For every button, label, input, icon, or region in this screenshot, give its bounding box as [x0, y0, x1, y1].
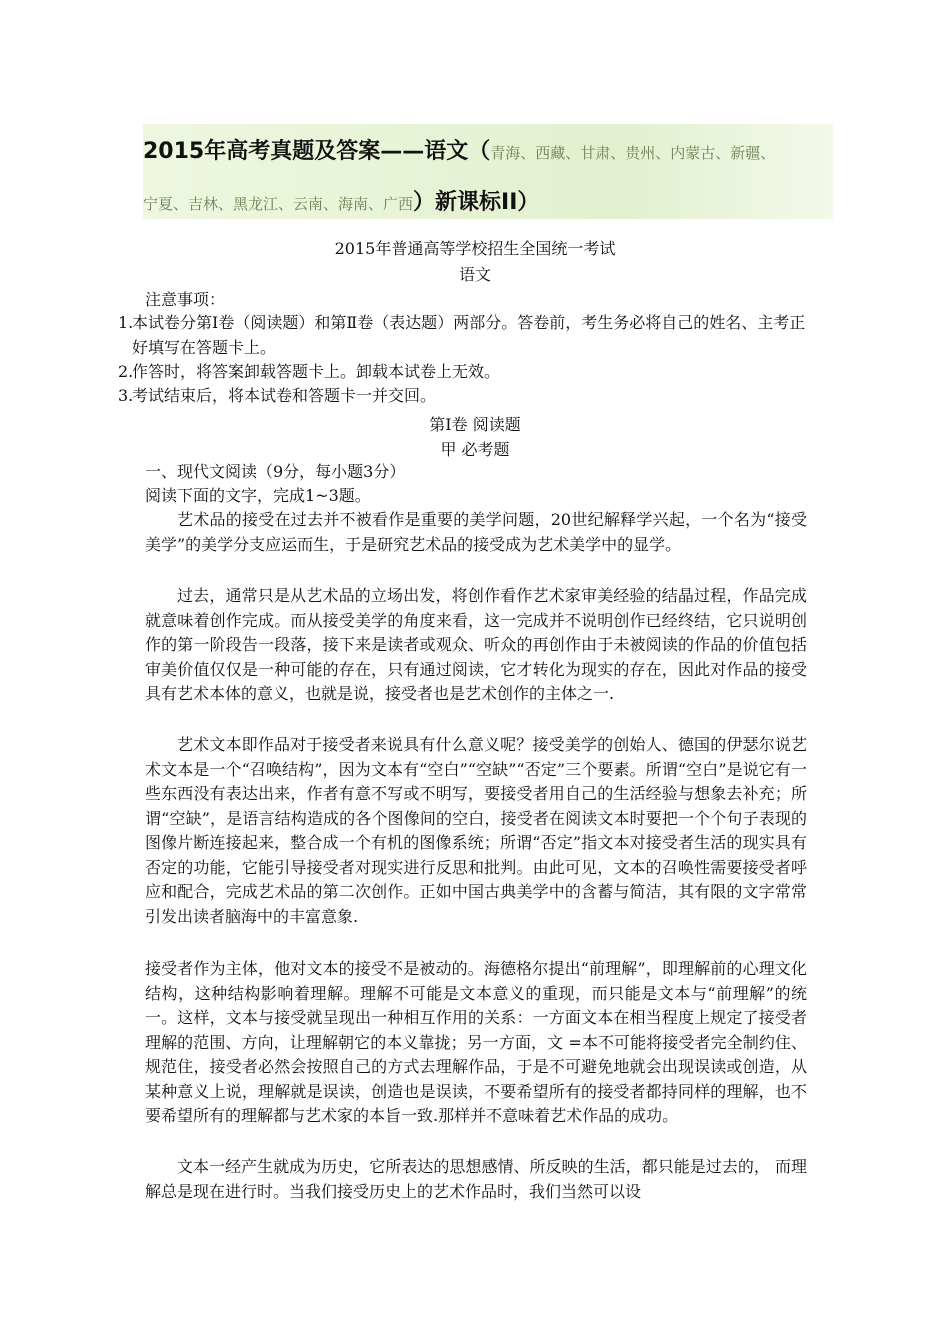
passage-paragraph-3: 艺术文本即作品对于接受者来说具有什么意义呢？接受美学的创始人、德国的伊瑟尔说艺术文本是一个“召唤结构”，因为文本有“空白”“空缺”“否定”三个要素。所谓“空白”是说它有一些东西没有表达出来，作者有意不写或不明写，要接受者用自己的生活经验与想象去补充；所谓“空缺”，是语言结构造成的各个图像间的空白，接受者在阅读文本时要把一个个句子表现的图像片断连接起来，整合成一个有机的图像系统；所谓“否定”指文本对接受者生活的现实具有否定的功能，它能引导接受者对现实进行反思和批判。由此可见，文本的召唤性需要接受者呼应和配合，完成艺术品的第二次创作。正如中国古典美学中的含蓄与简洁，其有限的文字常常引发出读者脑海中的丰富意象. — [145, 735, 807, 926]
exam-heading: 2015年普通高等学校招生全国统一考试 — [334, 239, 616, 258]
document-title-line2 — [143, 185, 539, 216]
note-number: 1. — [118, 313, 134, 332]
note-text: 考试结束后，将本试卷和答题卡一并交回。 — [132, 386, 437, 405]
passage-paragraph-2: 过去，通常只是从艺术品的立场出发，将创作看作艺术家审美经验的结晶过程，作品完成就意味着创作完成。而从接受美学的角度来看，这一完成并不说明创作已经终结，它只说明创作的第一阶段告一段落，接下来是读者或观众、听众的再创作由于未被阅读的作品的价值包括审美价值仅仅是一种可能的存在，只有通过阅读，它才转化为现实的存在，因此对作品的接受具有艺术本体的意义，也就是说，接受者也是艺术创作的主体之一. — [145, 586, 807, 703]
document-title — [143, 134, 775, 165]
title-main: 2015年高考真题及答案——语文 — [143, 139, 469, 164]
section-heading: 一、现代文阅读（9分，每小题3分） — [145, 462, 406, 481]
note-number: 2. — [118, 362, 134, 381]
section-instruction: 阅读下面的文字，完成1~3题。 — [145, 486, 371, 505]
note-text: 作答时，将答案卸载答题卡上。卸载本试卷上无效。 — [132, 362, 501, 381]
note-text: 本试卷分第Ⅰ卷（阅读题）和第Ⅱ卷（表达题）两部分。答卷前，考生务必将自己的姓名、主考正好填写在答题卡上。 — [132, 313, 806, 357]
passage-paragraph-1: 艺术品的接受在过去并不被看作是重要的美学问题，20世纪解释学兴起，一个名为“接受美学”的美学分支应运而生，于是研究艺术品的接受成为艺术美学中的显学。 — [145, 510, 807, 554]
note-item — [118, 360, 808, 385]
exam-subject: 语文 — [458, 265, 491, 284]
volume-heading: 第Ⅰ卷 阅读题 — [429, 415, 521, 434]
note-number: 3. — [118, 386, 134, 405]
note-item — [118, 311, 808, 360]
passage-paragraph-5: 文本一经产生就成为历史，它所表达的思想感情、所反映的生活，都只能是过去的， 而理解总是现在进行时。当我们接受历史上的艺术作品时，我们当然可以设 — [145, 1157, 807, 1201]
title-regions-2: 宁夏、吉林、黑龙江、云南、海南、广西 — [143, 195, 414, 213]
part-heading: 甲 必考题 — [440, 440, 510, 459]
title-regions-1: 青海、西藏、甘肃、贵州、内蒙古、新疆、 — [490, 144, 776, 162]
title-close: ）新课标II） — [413, 190, 540, 215]
notes-heading: 注意事项： — [145, 290, 226, 309]
title-open-paren: （ — [468, 139, 491, 164]
note-item — [118, 384, 808, 409]
passage-paragraph-4: 接受者作为主体，他对文本的接受不是被动的。海德格尔提出“前理解”，即理解前的心理文化结构，这种结构影响着理解。理解不可能是文本意义的重现，而只能是文本与“前理解”的统一。这样，文本与接受就呈现出一种相互作用的关系：一方面文本在相当程度上规定了接受者理解的范围、方向，让理解朝它的本义靠拢；另一方面，文 =本不可能将接受者完全制约住、规范住，接受者必然会按照自己的方式去理解作品，于是不可避免地就会出现误读或创造，从某种意义上说，理解就是误读，创造也是误读，不要希望所有的接受者都持同样的理解，也不要希望所有的理解都与艺术家的本旨一致.那样并不意味着艺术作品的成功。 — [145, 959, 807, 1125]
